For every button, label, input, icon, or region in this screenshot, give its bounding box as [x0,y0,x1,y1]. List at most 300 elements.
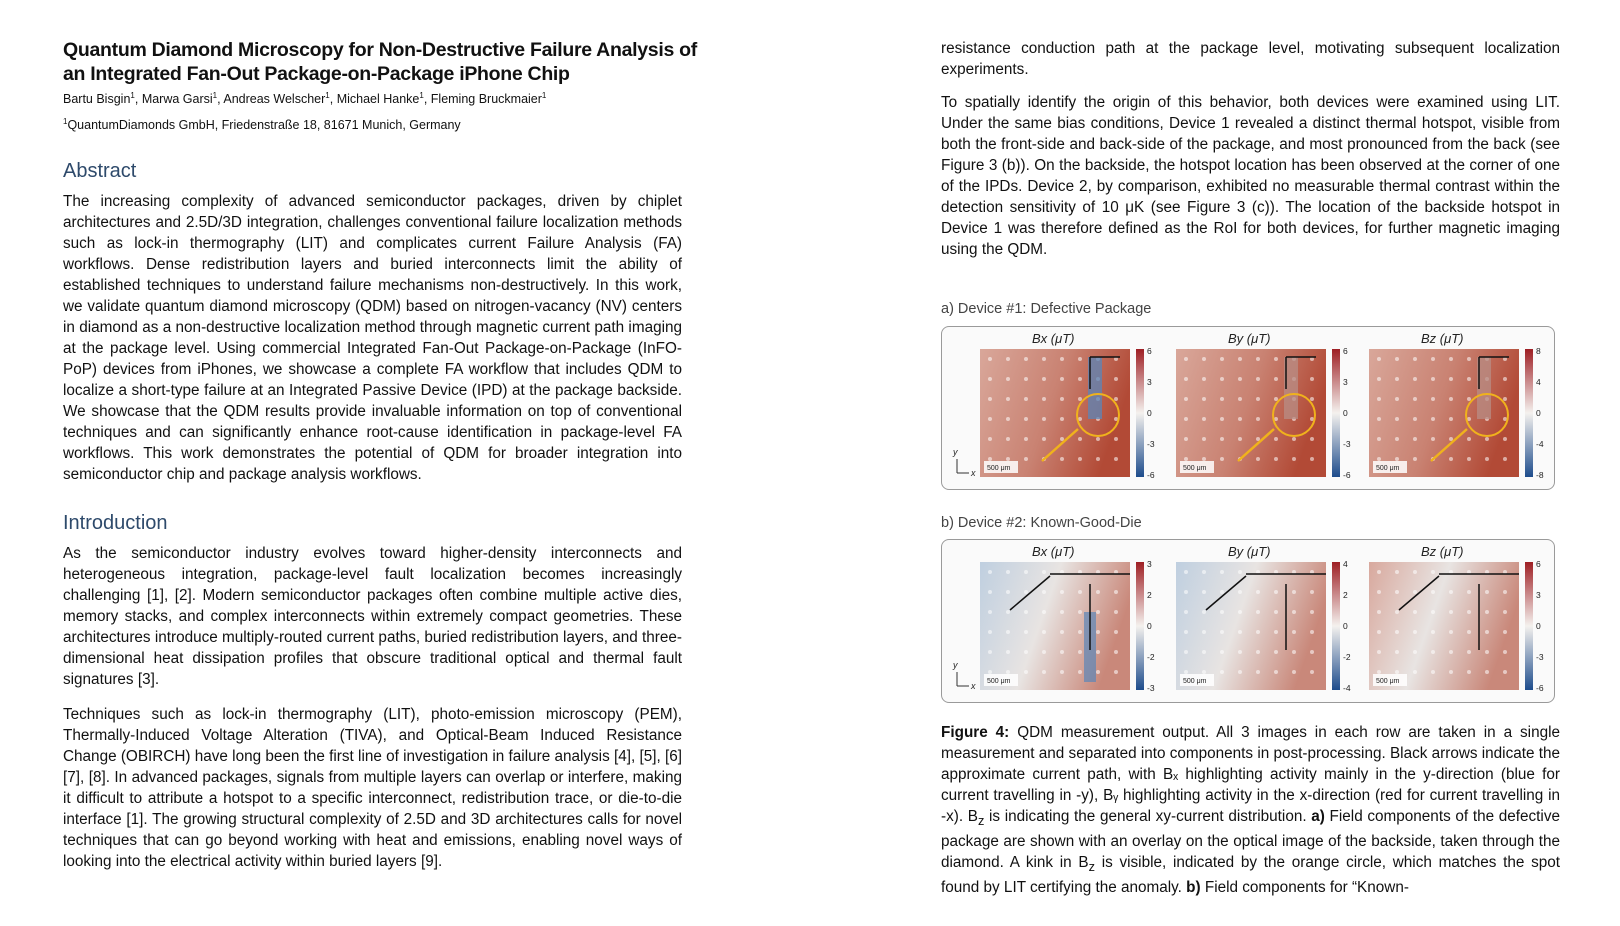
bump-dot [1292,610,1296,614]
bump-dot [1024,417,1028,421]
bump-dot [988,590,992,594]
bump-dot [1467,670,1471,674]
colorbar-tick: -3 [1147,683,1155,693]
axis-y-label: y [953,660,958,670]
scalebar-label: 500 μm [1376,465,1400,472]
colorbar-tick: 2 [1147,590,1152,600]
bump-dot [1485,437,1489,441]
colorbar-tick: -6 [1536,683,1544,693]
bump-dot [1310,437,1314,441]
bump-dot [1431,377,1435,381]
bump-dot [1310,397,1314,401]
bump-dot [1220,457,1224,461]
bump-dot [1431,397,1435,401]
colorbar-tick: 4 [1536,377,1541,387]
caption-part: is indicating the general xy-current distribution. [984,808,1312,825]
colorbar-tick: 0 [1343,621,1348,631]
bump-dot [1006,397,1010,401]
bump-dot [1220,590,1224,594]
colorbar-tick: 0 [1536,621,1541,631]
caption-part: QDM measurement output. All 3 images in each row are taken in a single measurement and separated into components in post-processing. Black arrows indicate the approximate current path, with Bₓ highlighting activity mainly in the y-direction (blue for current travelling in -y), Bᵧ highlighting activity in the x-direction (red for current travelling in -x). B [941,724,1561,825]
bump-dot [1024,610,1028,614]
bump-dot [1060,377,1064,381]
bump-dot [988,397,992,401]
bump-dot [1024,457,1028,461]
bump-dot [1503,610,1507,614]
author-list: Bartu Bisgin$^1$, Marwa Garsi$^1$, Andreas Welscher$^1$, Michael Hanke$^1$, Fleming Bruckmaier$^1$ [63,90,547,106]
bump-dot [1114,377,1118,381]
colorbar [1332,562,1340,690]
bump-dot [1078,630,1082,634]
bump-dot [1431,610,1435,614]
bump-dot [1042,570,1046,574]
axis-x-label: x [971,468,976,478]
bump-dot [1202,670,1206,674]
bump-dot [1395,630,1399,634]
abstract-heading: Abstract [63,160,137,182]
bump-dot [1024,670,1028,674]
bump-dot [1114,610,1118,614]
component-title: Bx (μT) [1032,544,1075,559]
bump-dot [1310,650,1314,654]
bump-dot [1395,377,1399,381]
caption-sub: z [977,813,985,829]
bump-dot [1042,670,1046,674]
bump-dot [1078,457,1082,461]
bump-dot [1202,377,1206,381]
bump-dot [1202,457,1206,461]
affiliation-text: QuantumDiamonds GmbH, Friedenstraße 18, 81671 Munich, Germany [67,118,461,132]
bump-dot [1274,590,1278,594]
colorbar-tick: 0 [1536,408,1541,418]
bump-dot [1292,590,1296,594]
panel-a-label: a) Device #1: Defective Package [941,301,1152,317]
scalebar-label: 500 μm [1376,678,1400,685]
component-title: Bz (μT) [1421,331,1464,346]
bump-dot [1485,590,1489,594]
colorbar-tick: -8 [1536,470,1544,480]
bump-dot [1503,590,1507,594]
bump-dot [1467,457,1471,461]
bump-dot [988,570,992,574]
bump-dot [1256,650,1260,654]
bump-dot [1449,590,1453,594]
bump-dot [1395,417,1399,421]
bump-dot [1006,377,1010,381]
bump-dot [1184,437,1188,441]
bump-dot [1202,357,1206,361]
bump-dot [1114,457,1118,461]
bump-dot [1413,590,1417,594]
bump-dot [1413,437,1417,441]
bump-dot [1503,650,1507,654]
bump-dot [1114,630,1118,634]
bump-dot [1413,630,1417,634]
colorbar-tick: -2 [1343,652,1351,662]
bump-dot [1060,670,1064,674]
colorbar [1136,562,1144,690]
affiliation-mark: 1 [63,116,68,126]
bump-dot [1395,397,1399,401]
bump-dot [1060,610,1064,614]
bump-dot [1238,397,1242,401]
component-title: By (μT) [1228,331,1271,346]
scalebar-label: 500 μm [987,678,1011,685]
bump-dot [1431,437,1435,441]
bump-dot [1184,397,1188,401]
bump-dot [1467,437,1471,441]
bump-dot [1467,610,1471,614]
bump-dot [1377,457,1381,461]
bump-dot [1377,590,1381,594]
bump-dot [988,417,992,421]
bump-dot [1256,457,1260,461]
colorbar-tick: -6 [1343,470,1351,480]
intro-paragraph-2: Techniques such as lock-in thermography (LIT), photo-emission microscopy (PEM), Thermally-Induced Voltage Alteration (TIVA), and Optical-Beam Induced Resistance Change (OBIRCH) have long been the first line of investigation in failure analysis [4], [5], [6] [7], [8]. In advanced packages, signals from multiple layers can overlap or interfere, making it difficult to attribute a hotspot to a specific interconnect, redistribution trace, or die-to-die interface [1]. The growing structural complexity of 2.5D and 3D architectures calls for novel techniques that can go beyond working with heat and emissions, enabling novel ways of looking into the electrical activity within buried layers [9]. [63,706,683,870]
bump-dot [1096,437,1100,441]
bump-dot [1238,670,1242,674]
bump-dot [1238,437,1242,441]
abstract-text: The increasing complexity of advanced semiconductor packages, driven by chiplet architectures and 2.5D/3D integration, challenges conventional failure localization methods such as lock-in thermography (LIT) and complicates current Failure Analysis (FA) workflows. Dense redistribution layers and buried interconnects limit the ability of established techniques to understand failure mechanisms non-destructively. In this work, we validate quantum diamond microscopy (QDM) based on nitrogen-vacancy (NV) centers in diamond as a non-destructive localization method through magnetic current path imaging at the package level. Using commercial Integrated Fan-Out Package-on-Package (InFO-PoP) devices from iPhones, we showcase a complete FA workflow that includes QDM to localize a short-type failure at an Integrated Passive Device (IPD) at the package backside. We showcase that the QDM results provide invaluable information on top of conventional techniques and can significantly enhance root-cause identification in package-level FA workflows. This work demonstrates the potential of QDM for broader integration into semiconductor chip and package analysis workflows. [63,193,682,483]
bump-dot [1467,650,1471,654]
bump-dot [1006,590,1010,594]
colorbar-tick: -3 [1536,652,1544,662]
bump-dot [1485,650,1489,654]
colorbar-tick: 8 [1536,346,1541,356]
field-map [980,562,1130,690]
bump-dot [1449,417,1453,421]
bump-dot [1184,610,1188,614]
bump-dot [1431,570,1435,574]
bump-dot [1096,457,1100,461]
bump-dot [988,650,992,654]
bump-dot [1078,357,1082,361]
field-map [1176,562,1326,690]
bump-dot [1431,670,1435,674]
bump-dot [1503,437,1507,441]
bump-dot [1202,630,1206,634]
component-title: By (μT) [1228,544,1271,559]
bump-dot [1042,610,1046,614]
colorbar-tick: 0 [1147,408,1152,418]
colorbar-tick: -2 [1147,652,1155,662]
bump-dot [1060,417,1064,421]
figure-caption [941,722,1560,898]
bump-dot [1220,650,1224,654]
bump-dot [1377,610,1381,614]
figure-panel-a [941,326,1555,490]
bump-dot [1377,397,1381,401]
bump-dot [1220,570,1224,574]
bump-dot [1310,670,1314,674]
bump-dot [988,437,992,441]
bump-dot [1274,357,1278,361]
scalebar-label: 500 μm [987,465,1011,472]
field-map [1369,562,1519,690]
bump-dot [1413,417,1417,421]
bump-dot [1202,590,1206,594]
bump-dot [1274,377,1278,381]
bump-dot [1220,357,1224,361]
bump-dot [1413,357,1417,361]
bump-dot [1413,670,1417,674]
bump-dot [1467,630,1471,634]
bump-dot [1042,417,1046,421]
bump-dot [1202,650,1206,654]
bump-dot [1413,570,1417,574]
bump-dot [1377,417,1381,421]
bump-dot [1395,670,1399,674]
caption-a: a) [1311,808,1325,825]
bump-dot [1449,670,1453,674]
bump-dot [1078,590,1082,594]
affiliation-mark: 1 [212,90,218,100]
figure-panel-b [941,539,1555,703]
bump-dot [1220,417,1224,421]
field-map [1369,349,1519,477]
bump-dot [1096,650,1100,654]
bump-dot [1395,437,1399,441]
colorbar-tick: 6 [1147,346,1152,356]
caption-part: Field components of the defective package are shown with an overlay on the optical image of the backside, taken through the diamond. A kink in B [941,808,1560,872]
bump-dot [1060,650,1064,654]
bump-dot [1413,397,1417,401]
bump-dot [1024,357,1028,361]
bump-dot [1024,397,1028,401]
bump-dot [1503,457,1507,461]
author: Bartu Bisgin [63,92,131,106]
affiliation-mark: 1 [325,90,330,100]
bump-dot [1256,590,1260,594]
bump-dot [1413,610,1417,614]
affiliation [63,118,461,132]
bump-dot [1485,630,1489,634]
bump-dot [1256,630,1260,634]
bump-dot [1024,437,1028,441]
bump-dot [1006,630,1010,634]
bump-dot [988,610,992,614]
colorbar-tick: -4 [1343,683,1351,693]
bump-dot [1096,630,1100,634]
bump-dot [1503,630,1507,634]
panel-a-graphic [942,327,1556,491]
bump-dot [1024,570,1028,574]
bump-dot [1395,590,1399,594]
colorbar [1332,349,1340,477]
scalebar-label: 500 μm [1183,465,1207,472]
affiliation-mark: 1 [419,90,424,100]
colorbar-tick: 2 [1343,590,1348,600]
bump-dot [1238,610,1242,614]
bump-dot [1184,670,1188,674]
bump-dot [1060,590,1064,594]
bump-dot [1078,377,1082,381]
caption-sub: z [1088,859,1095,875]
bump-dot [1256,357,1260,361]
bump-dot [1006,417,1010,421]
bump-dot [1395,650,1399,654]
bump-dot [1377,357,1381,361]
bump-dot [1114,590,1118,594]
bump-dot [1060,630,1064,634]
bump-dot [1292,457,1296,461]
bump-dot [1485,457,1489,461]
bump-dot [1006,570,1010,574]
colorbar-tick: 0 [1343,408,1348,418]
bump-dot [1274,397,1278,401]
bump-dot [1274,457,1278,461]
bump-dot [1060,457,1064,461]
bump-dot [1184,417,1188,421]
bump-dot [1238,650,1242,654]
colorbar-tick: -3 [1147,439,1155,449]
bump-dot [1220,397,1224,401]
bump-dot [1042,650,1046,654]
bump-dot [1184,377,1188,381]
bump-dot [1310,630,1314,634]
bump-dot [1485,610,1489,614]
bump-dot [1238,630,1242,634]
bump-dot [1395,570,1399,574]
bump-dot [1256,377,1260,381]
bump-dot [1377,670,1381,674]
bump-dot [1256,610,1260,614]
colorbar-tick: 4 [1343,559,1348,569]
bump-dot [1060,397,1064,401]
bump-dot [1042,357,1046,361]
bump-dot [1024,590,1028,594]
bump-dot [1238,570,1242,574]
bump-dot [1274,670,1278,674]
bump-dot [1042,590,1046,594]
bump-dot [1024,377,1028,381]
colorbar-tick: -4 [1536,439,1544,449]
bump-dot [1114,670,1118,674]
bump-dot [988,630,992,634]
bump-dot [1024,650,1028,654]
bump-dot [1503,397,1507,401]
bump-dot [988,670,992,674]
bump-dot [1078,437,1082,441]
component-title: Bz (μT) [1421,544,1464,559]
bump-dot [1078,610,1082,614]
caption-part: Field components for “Known- [1200,879,1409,897]
bump-dot [1256,670,1260,674]
bump-dot [1006,670,1010,674]
bump-dot [988,357,992,361]
bump-dot [1467,590,1471,594]
bump-dot [1042,437,1046,441]
colorbar-tick: 3 [1343,377,1348,387]
bump-dot [1292,650,1296,654]
bump-dot [1310,377,1314,381]
bump-dot [1096,610,1100,614]
bump-dot [1006,610,1010,614]
author: Fleming Bruckmaier [430,92,542,106]
bump-dot [1431,417,1435,421]
panel-b-graphic [942,540,1556,704]
bump-dot [1184,590,1188,594]
bump-dot [1220,377,1224,381]
colorbar [1136,349,1144,477]
bump-dot [1220,610,1224,614]
bump-dot [1377,377,1381,381]
caption-label: Figure 4: [941,724,1010,741]
bump-dot [1377,437,1381,441]
intro-paragraph-1: As the semiconductor industry evolves toward higher-density interconnects and heterogeneous integration, package-level fault localization becomes increasingly challenging [1], [2]. Modern semiconductor packages often combine multiple active dies, memory stacks, and complex interconnects within extremely compact geometries. These architectures introduce multiply-routed current paths, buried redistribution layers, and three-dimensional heat dissipation profiles that obscure traditional optical and thermal fault signatures [3]. [63,545,682,688]
bump-dot [1310,590,1314,594]
bump-dot [1395,610,1399,614]
bump-dot [1395,357,1399,361]
bump-dot [1078,650,1082,654]
right-paragraph-2: To spatially identify the origin of this behavior, both devices were examined using LIT. Under the same bias conditions, Device 1 revealed a distinct thermal hotspot, visible from both the front-side and back-side of the package, and most pronounced from the back (see Figure 3 (b)). On the backside, the hotspot location has been observed at the corner of one of the IPDs. Device 2, by comparison, exhibited no measurable thermal contrast within the detection sensitivity of 10 μK (see Figure 3 (c)). The location of the backside hotspot in Device 1 was therefore defined as the RoI for both devices, for further magnetic imaging using the QDM. [941,94,1560,258]
bump-dot [1377,570,1381,574]
caption-part: is visible, indicated by the orange circle, which matches the spot found by LIT certifying the anomaly. [941,854,1560,897]
author: Michael Hanke [336,92,420,106]
bump-dot [1431,650,1435,654]
introduction-heading: Introduction [63,512,168,534]
bump-dot [1292,437,1296,441]
bump-dot [1114,650,1118,654]
bump-dot [1449,397,1453,401]
field-map [980,349,1130,477]
bump-dot [1114,437,1118,441]
panel-b-label: b) Device #2: Known-Good-Die [941,515,1142,531]
caption-b: b) [1186,879,1201,897]
affiliation-mark: 1 [130,90,135,100]
scalebar-label: 500 μm [1183,678,1207,685]
bump-dot [1220,630,1224,634]
bump-dot [1449,630,1453,634]
bump-dot [1238,590,1242,594]
bump-dot [1292,630,1296,634]
bump-dot [1184,357,1188,361]
bump-dot [1024,630,1028,634]
bump-dot [1238,357,1242,361]
bump-dot [1449,650,1453,654]
field-map [1176,349,1326,477]
bump-dot [988,377,992,381]
bump-dot [1292,670,1296,674]
bump-dot [1042,397,1046,401]
bump-dot [1431,630,1435,634]
bump-dot [1413,457,1417,461]
colorbar-tick: 3 [1536,590,1541,600]
bump-dot [1220,670,1224,674]
paper-title: Quantum Diamond Microscopy for Non-Destructive Failure Analysis of an Integrated Fan-Out Package-on-Package iPhone Chip [63,39,697,85]
bump-dot [1274,437,1278,441]
bump-dot [1006,437,1010,441]
bump-dot [1184,630,1188,634]
bump-dot [1006,457,1010,461]
bump-dot [1395,457,1399,461]
bump-dot [1202,397,1206,401]
affiliation-mark: 1 [541,90,547,100]
bump-dot [1310,610,1314,614]
bump-dot [1096,670,1100,674]
colorbar-tick: 6 [1536,559,1541,569]
bump-dot [1184,570,1188,574]
bump-dot [1449,610,1453,614]
axis-y-label: y [953,447,958,457]
bump-dot [1377,650,1381,654]
bump-dot [1202,437,1206,441]
bump-dot [1096,590,1100,594]
bump-dot [1503,377,1507,381]
colorbar-tick: 3 [1147,559,1152,569]
bump-dot [1078,670,1082,674]
colorbar [1525,562,1533,690]
